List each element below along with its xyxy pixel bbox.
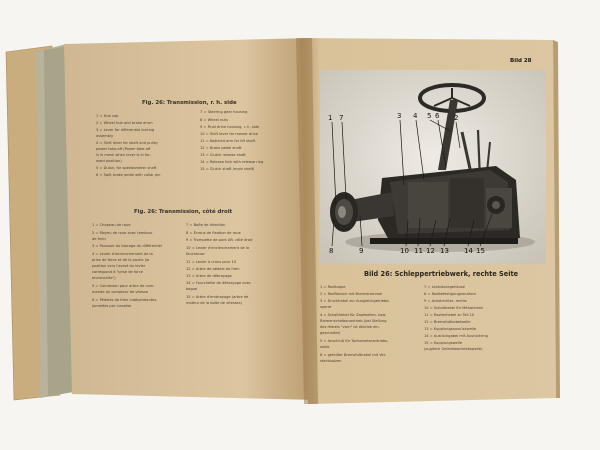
list-item: 7 = Steering gear housing [200, 110, 248, 114]
list-item: 13 = Kupplungsausrückwelle [424, 327, 477, 331]
list-item: 7 = Boîte de direction [186, 223, 226, 227]
list-item: 4 = Levier d'enclenchement de la [92, 252, 153, 256]
callout-4: 4 [413, 112, 418, 120]
list-item: 15 = Kupplungswelle [424, 341, 462, 345]
list-item: prise de force et de la poulie (la [92, 258, 150, 262]
list-item: 8 = Wheel nuts [200, 118, 228, 122]
list-item: 12 = Brake pedal shaft [200, 146, 242, 150]
list-item: 3 = Druckhebel zur Ausgleichgetriebe- [320, 299, 390, 303]
list-item: ward position) [96, 159, 122, 163]
list-item: 15 = Clutch shaft (main shaft) [200, 167, 255, 171]
list-item: 6 = geteilter Bremsfußhebel mit Ver- [320, 353, 387, 357]
callout-13: 13 [440, 247, 449, 255]
list-item: faucheuse [186, 252, 205, 256]
list-item: 5 = Connexion pour arbre de com- [92, 284, 155, 288]
list-item: 9 = Final drive housing, r. h. side [200, 125, 260, 129]
list-item: 2 = Moyeu de roue avec tambour [92, 231, 153, 235]
list-item: (zugleich Getriebeantriebswelle) [424, 347, 483, 351]
list-item: 2 = Wheel hub and brake drum [96, 121, 153, 125]
callout-7: 7 [339, 114, 344, 122]
list-item: steckbolzen [320, 359, 342, 363]
figure-caption: Bild 26: Schleppertriebwerk, rechte Seite [364, 270, 519, 278]
list-item: 1 = Radkappe [320, 285, 346, 289]
list-item: de frein [92, 237, 106, 241]
callout-15: 15 [476, 247, 485, 255]
list-item: des Hebels "vorn" ist Abtrieb ein- [320, 325, 380, 329]
list-item: 4 = Shift lever for shaft and pulley [96, 141, 159, 145]
list-item: jumelées par clavette [92, 304, 132, 308]
callout-14: 14 [464, 247, 473, 255]
list-item: 4 = Schalthebel für Zapfwellen- bzw. [320, 313, 387, 317]
list-item: 11 = Rastenhebel zu Teil 10 [424, 313, 475, 317]
list-item: 9 = Trompette de pont AR, côté droit [186, 238, 253, 242]
list-item: moteur de la boîte de vitesses) [186, 301, 243, 305]
list-item: 7 = Lenkstockgehäuse [424, 285, 465, 289]
heading-fr: Fig. 26: Transmission, côté droit [134, 209, 233, 215]
list-item: 3 = Lever for differential locking [96, 128, 155, 132]
list-item: 6 = Split brake pedal with collar pin [96, 173, 161, 177]
list-item: 1 = Hub cap [96, 114, 119, 118]
list-item: 14 = Fourchette de débrayage avec [186, 281, 251, 285]
callout-10: 10 [400, 247, 409, 255]
list-item: enclenchée") [92, 276, 116, 280]
list-item: 6 = Pédales de frein indépendantes, [92, 298, 158, 302]
list-item: 14 = Release fork with release ring [200, 160, 264, 164]
list-item: 13 = Arbre de débrayage [186, 274, 232, 278]
list-item: 15 = Arbre d'embrayage (arbre de [186, 295, 249, 299]
callout-12: 12 [426, 247, 435, 255]
callout-11: 11 [414, 247, 423, 255]
left-page [64, 38, 318, 400]
list-item: position vers l'avant du levier [92, 264, 146, 268]
list-item: 10 = Shift lever for mower drive [200, 132, 258, 136]
list-item: sperre [320, 305, 332, 309]
list-item: power take-off (Power take-off [96, 147, 151, 151]
tractor-photo [320, 70, 546, 264]
list-item: correspond à "prise de force [92, 270, 143, 274]
list-item: 9 = Achstrichter, rechts [424, 299, 467, 303]
list-item: 1 = Chapeau de roue [92, 223, 131, 227]
list-item: welle [320, 345, 330, 349]
callout-5: 5 [427, 112, 432, 120]
list-item: mande du compteur de vitesse [92, 290, 149, 294]
list-item: 12 = Arbre de pédale de frein [186, 267, 240, 271]
list-item: is in mesh when lever is in for- [96, 153, 151, 157]
list-item: 5 = Dulon, for speedometer shaft [96, 166, 157, 170]
callout-1: 1 [328, 114, 333, 122]
list-item: 13 = Clutch release shaft [200, 153, 246, 157]
list-item: 3 = Poussoir du blocage du différentiel [92, 244, 162, 248]
callout-6: 6 [435, 112, 440, 120]
list-item: geschaltet) [320, 331, 341, 335]
list-item: 10 = Levier d'enclenchement de la [186, 246, 250, 250]
list-item: 14 = Ausrückgabel mit Ausrückring [424, 334, 488, 338]
heading-en: Fig. 26: Transmission, r. h. side [142, 100, 237, 106]
list-item: 12 = Bremsfußhebelwelle [424, 320, 471, 324]
list-item: 10 = Schalthebel für Mähantrieb [424, 306, 483, 310]
callout-3: 3 [397, 112, 402, 120]
list-item: Riemenscheibenantrieb (bei Stellung [320, 319, 387, 323]
list-item: 2 = Radflansch mit Bremstrommel [320, 292, 383, 296]
list-item: 8 = Radbefestigungsmuttern [424, 292, 477, 296]
list-item: bague [186, 287, 198, 291]
callout-8: 8 [329, 247, 334, 255]
list-item: 5 = Anschluß für Tachometerantriebs- [320, 339, 389, 343]
list-item: 8 = Écrous de fixation de roue [186, 231, 241, 235]
list-item: 11 = Levier à crans pour 10 [186, 260, 237, 264]
callout-9: 9 [359, 247, 364, 255]
callout-2: 2 [454, 114, 459, 122]
list-item: assembly [96, 134, 114, 138]
list-item: 11 = Notched arm for lift shaft [200, 139, 256, 143]
page-number: Bild 28 [510, 58, 532, 64]
